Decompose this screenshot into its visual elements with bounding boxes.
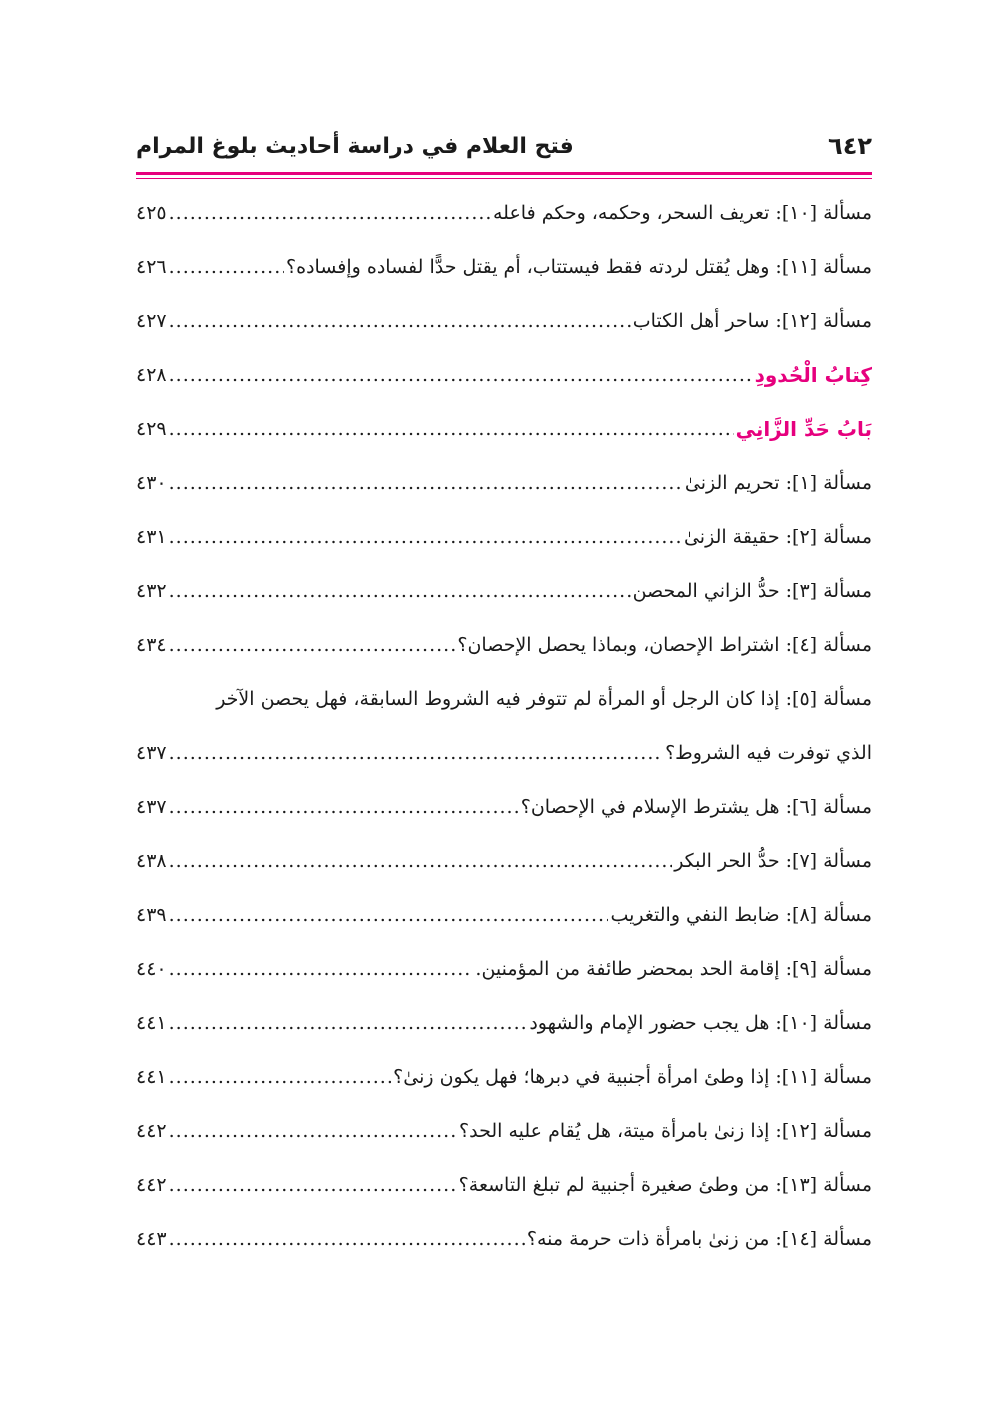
- toc-entry-page: ٤٢٧: [136, 309, 167, 332]
- toc-entry: [136, 240, 872, 294]
- toc-entry-label: الذي توفرت فيه الشروط؟: [665, 741, 872, 764]
- dot-leader: [169, 636, 456, 655]
- toc-entry-label: مسألة [١١]: وهل يُقتل لردته فقط فيستتاب، أم يقتل حدًّا لفساده وإفساده؟: [286, 255, 872, 278]
- toc-entry-continuation: [136, 726, 872, 780]
- dot-leader: [169, 744, 663, 763]
- dot-leader: [169, 852, 673, 871]
- toc-entry-page: ٤٤١: [136, 1011, 167, 1034]
- toc-book-heading: [136, 348, 872, 402]
- toc-entry-label: بَابُ حَدِّ الزَّانِي: [735, 417, 872, 441]
- dot-leader: [169, 960, 474, 979]
- toc-entry-label: مسألة [٨]: ضابط النفي والتغريب: [610, 903, 872, 926]
- page-number: ٦٤٢: [828, 132, 872, 160]
- toc-entry-page: ٤٢٩: [136, 417, 167, 440]
- toc-entry-label: مسألة [١٠]: هل يجب حضور الإمام والشهود: [529, 1011, 872, 1034]
- toc-entry: [136, 1158, 872, 1212]
- toc-entry: [136, 510, 872, 564]
- toc-entry-page: ٤٢٦: [136, 255, 167, 278]
- toc-entry: [136, 186, 872, 240]
- toc-entry-first-line: [136, 672, 872, 726]
- toc-entry-page: ٤٤٢: [136, 1119, 167, 1142]
- dot-leader: [169, 798, 519, 817]
- toc-entry-page: ٤٤٣: [136, 1227, 167, 1250]
- toc-entry-label: مسألة [١٤]: من زنىٰ بامرأة ذات حرمة منه؟: [526, 1227, 872, 1250]
- header-rule-thick: [136, 172, 872, 175]
- toc-entry-page: ٤٤٠: [136, 957, 167, 980]
- toc-entry: [136, 1212, 872, 1266]
- dot-leader: [169, 1122, 457, 1141]
- toc-entry: [136, 780, 872, 834]
- toc-entry-page: ٤٣٧: [136, 741, 167, 764]
- dot-leader: [169, 1176, 457, 1195]
- toc-entry-label: مسألة [١٠]: تعريف السحر، وحكمه، وحكم فاعله: [492, 201, 872, 224]
- toc-entry-label: مسألة [٩]: إقامة الحد بمحضر طائفة من المؤمنين.: [475, 957, 872, 980]
- toc-entry-page: ٤٢٨: [136, 363, 167, 386]
- toc-entry-label: مسألة [١]: تحريم الزنىٰ: [684, 471, 872, 494]
- toc-entry-page: ٤٣٧: [136, 795, 167, 818]
- dot-leader: [169, 204, 491, 223]
- toc-entry-page: ٤٣٤: [136, 633, 167, 656]
- table-of-contents: [136, 186, 872, 1266]
- toc-entry-page: ٤٣٢: [136, 579, 167, 602]
- toc-entry-page: ٤٤١: [136, 1065, 167, 1088]
- toc-entry-label: كِتابُ الْحُدودِ: [754, 363, 872, 387]
- toc-entry-label: مسألة [١١]: إذا وطئ امرأة أجنبية في دبرها؛ فهل يكون زنىٰ؟: [393, 1065, 872, 1088]
- toc-entry-label: مسألة [١٣]: من وطئ صغيرة أجنبية لم تبلغ التاسعة؟: [458, 1173, 872, 1196]
- running-header: [136, 126, 872, 166]
- dot-leader: [169, 474, 683, 493]
- dot-leader: [169, 1068, 392, 1087]
- header-rule-thin: [136, 178, 872, 179]
- toc-entry-label: مسألة [٤]: اشتراط الإحصان، وبماذا يحصل الإحصان؟: [457, 633, 872, 656]
- toc-entry: [136, 1104, 872, 1158]
- toc-entry-label: مسألة [٧]: حدُّ الحر البكر: [674, 849, 872, 872]
- toc-entry: [136, 888, 872, 942]
- toc-entry: [136, 618, 872, 672]
- toc-entry-page: ٤٣٩: [136, 903, 167, 926]
- toc-entry: [136, 564, 872, 618]
- dot-leader: [169, 1014, 528, 1033]
- toc-entry: [136, 996, 872, 1050]
- toc-entry-page: ٤٤٢: [136, 1173, 167, 1196]
- toc-entry-page: ٤٣٨: [136, 849, 167, 872]
- toc-entry: [136, 942, 872, 996]
- toc-entry-label: مسألة [٦]: هل يشترط الإسلام في الإحصان؟: [520, 795, 872, 818]
- dot-leader: [169, 906, 609, 925]
- book-title: فتح العلام في دراسة أحاديث بلوغ المرام: [136, 133, 574, 159]
- dot-leader: [169, 420, 734, 439]
- dot-leader: [169, 1230, 525, 1249]
- toc-entry: [136, 456, 872, 510]
- toc-entry: [136, 834, 872, 888]
- toc-entry-page: ٤٢٥: [136, 201, 167, 224]
- dot-leader: [169, 582, 631, 601]
- toc-entry-page: ٤٣١: [136, 525, 167, 548]
- toc-entry-label: مسألة [٣]: حدُّ الزاني المحصن: [632, 579, 872, 602]
- dot-leader: [169, 258, 284, 277]
- toc-entry-label: مسألة [٢]: حقيقة الزنىٰ: [683, 525, 872, 548]
- toc-entry-label: مسألة [١٢]: إذا زنىٰ بامرأة ميتة، هل يُقام عليه الحد؟: [459, 1119, 872, 1142]
- dot-leader: [169, 312, 631, 331]
- toc-entry: [136, 1050, 872, 1104]
- dot-leader: [169, 528, 682, 547]
- toc-entry: [136, 294, 872, 348]
- toc-chapter-heading: [136, 402, 872, 456]
- toc-entry-page: ٤٣٠: [136, 471, 167, 494]
- dot-leader: [169, 366, 753, 385]
- toc-entry-label: مسألة [٥]: إذا كان الرجل أو المرأة لم تتوفر فيه الشروط السابقة، فهل يحصن الآخر: [216, 687, 872, 710]
- toc-entry-label: مسألة [١٢]: ساحر أهل الكتاب: [632, 309, 872, 332]
